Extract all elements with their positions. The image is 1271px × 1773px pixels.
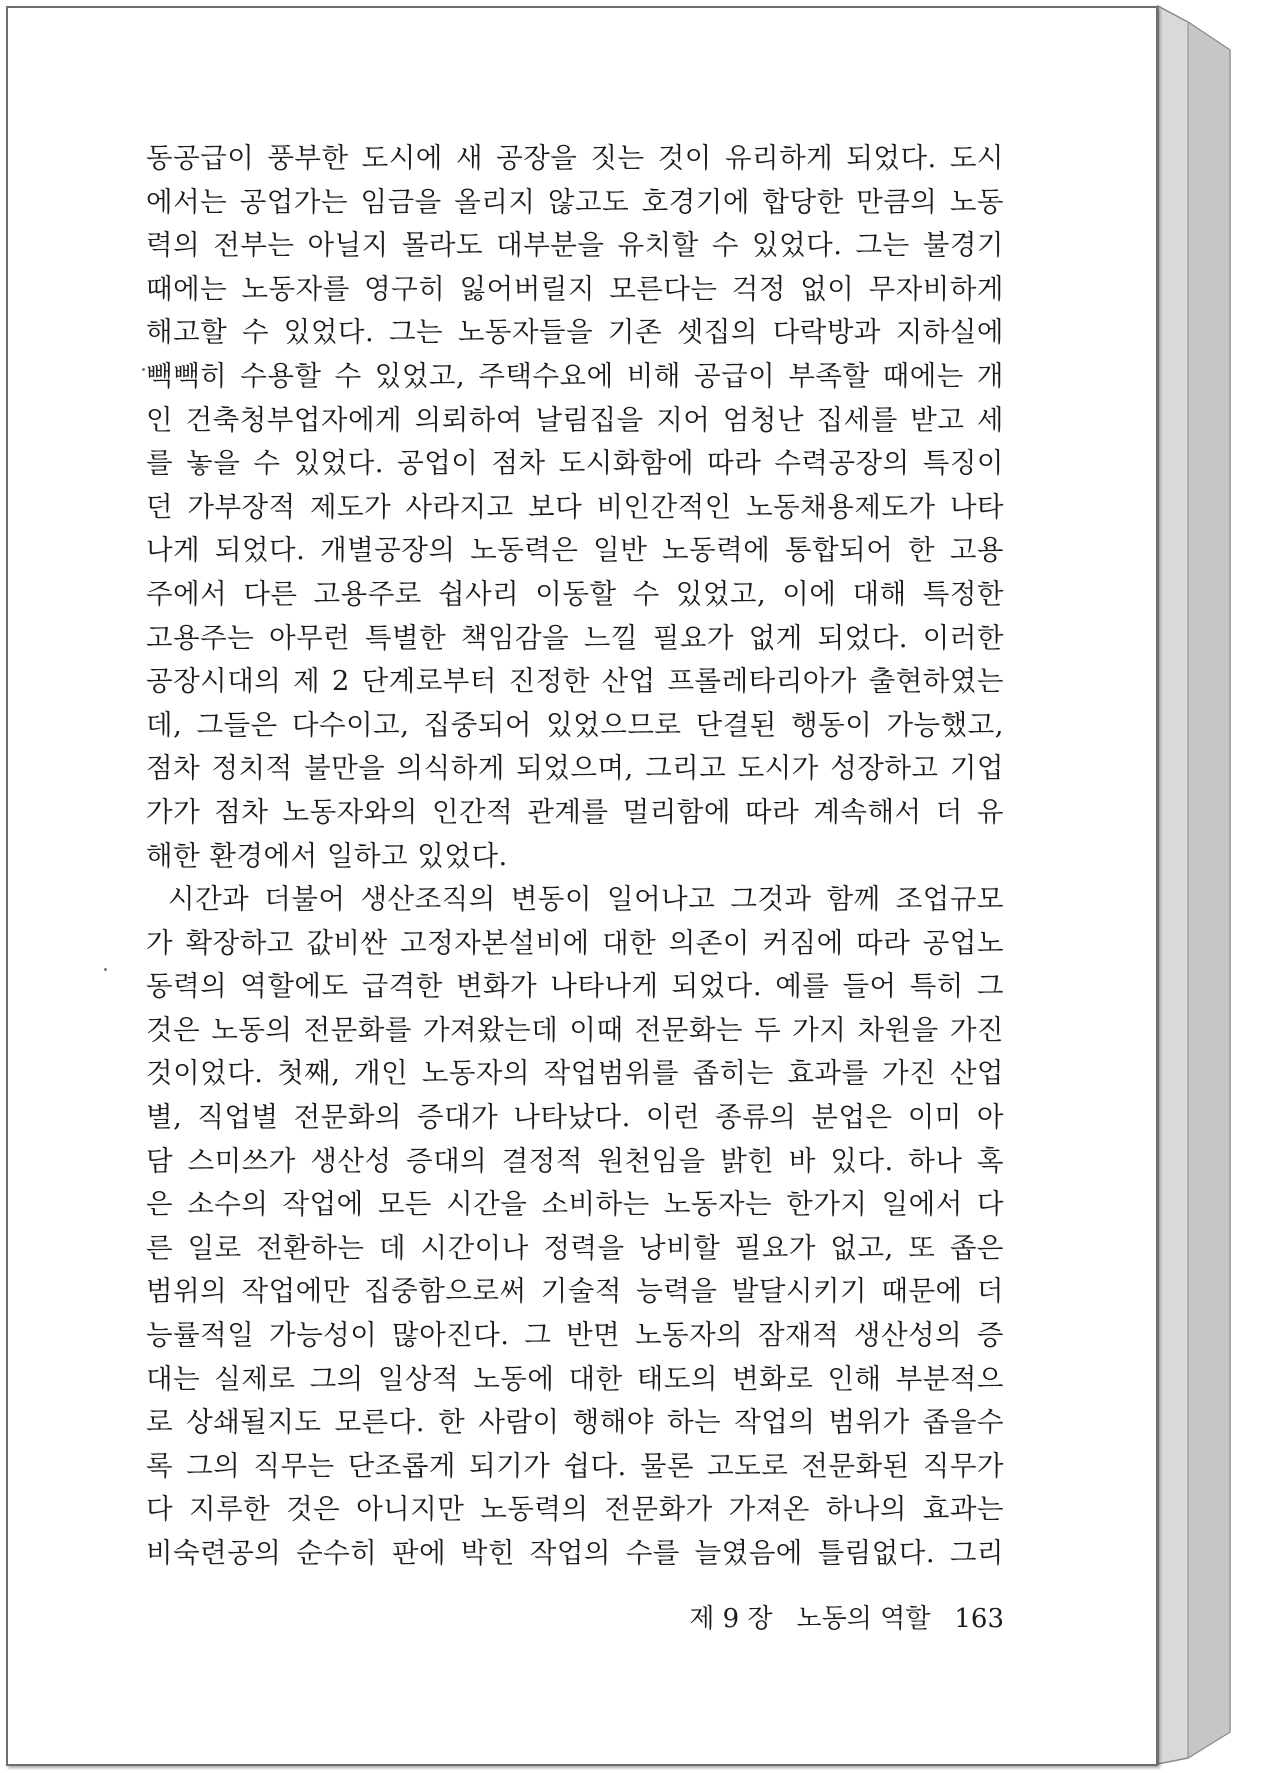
text-line: 데, 그들은 다수이고, 집중되어 있었으므로 단결된 행동이 가능했고, [146,708,1004,741]
scan-speck [104,968,107,971]
scan-speck [142,368,145,371]
text-line: 로 상쇄될지도 모른다. 한 사람이 행해야 하는 작업의 범위가 좁을수 [146,1406,1004,1439]
paragraph-2 [146,878,1004,1576]
text-line: 빽빽히 수용할 수 있었고, 주택수요에 비해 공급이 부족할 때에는 개 [146,359,1004,392]
text-line: 때에는 노동자를 영구히 잃어버릴지 모른다는 걱정 없이 무자비하게 [146,272,1004,305]
text-line: 은 소수의 작업에 모든 시간을 소비하는 노동자는 한가지 일에서 다 [146,1188,1004,1221]
text-line: 력의 전부는 아닐지 몰라도 대부분을 유치할 수 있었다. 그는 불경기 [146,229,1004,262]
text-line: 가 확장하고 값비싼 고정자본설비에 대한 의존이 커짐에 따라 공업노 [146,926,1004,959]
text-line: 점차 정치적 불만을 의식하게 되었으며, 그리고 도시가 성장하고 기업 [146,752,1004,785]
text-line: 주에서 다른 고용주로 쉽사리 이동할 수 있었고, 이에 대해 특정한 [146,577,1004,610]
page-number: 163 [954,1604,1004,1634]
text-line: 대는 실제로 그의 일상적 노동에 대한 태도의 변화로 인해 부분적으 [146,1362,1004,1395]
text-line: 담 스미쓰가 생산성 증대의 결정적 원천임을 밝힌 바 있다. 하나 혹 [146,1144,1004,1177]
text-line: 공장시대의 제 2 단계로부터 진정한 산업 프롤레타리아가 출현하였는 [146,665,1004,698]
text-line: 가가 점차 노동자와의 인간적 관계를 멀리함에 따라 계속해서 더 유 [146,795,1004,828]
page-footer [686,1602,1004,1636]
text-line: 른 일로 전환하는 데 시간이나 정력을 낭비할 필요가 없고, 또 좁은 [146,1231,1004,1264]
text-line: 나게 되었다. 개별공장의 노동력은 일반 노동력에 통합되어 한 고용 [146,534,1004,567]
text-line: 에서는 공업가는 임금을 올리지 않고도 호경기에 합당한 만큼의 노동 [146,185,1004,218]
text-line: 해고할 수 있었다. 그는 노동자들을 기존 셋집의 다락방과 지하실에 [146,316,1004,349]
text-line: 동공급이 풍부한 도시에 새 공장을 짓는 것이 유리하게 되었다. 도시 [146,142,1004,174]
body-text [146,137,1004,1576]
text-line: 해한 환경에서 일하고 있었다. [146,839,508,872]
text-line: 별, 직업별 전문화의 증대가 나타났다. 이런 종류의 분업은 이미 아 [146,1101,1004,1134]
text-line: 것은 노동의 전문화를 가져왔는데 이때 전문화는 두 가지 차원을 가진 [146,1013,1004,1046]
text-line: 던 가부장적 제도가 사라지고 보다 비인간적인 노동채용제도가 나타 [146,490,1004,523]
chapter-label: 제 9 장 [689,1604,773,1634]
paragraph-1 [146,137,1004,878]
text-line: 능률적일 가능성이 많아진다. 그 반면 노동자의 잠재적 생산성의 증 [146,1319,1004,1352]
text-line: 것이었다. 첫째, 개인 노동자의 작업범위를 좁히는 효과를 가진 산업 [146,1057,1004,1090]
text-line: 인 건축청부업자에게 의뢰하여 날림집을 지어 엄청난 집세를 받고 세 [146,403,1004,436]
text-line: 를 놓을 수 있었다. 공업이 점차 도시화함에 따라 수력공장의 특징이 [146,447,1004,480]
text-line: 시간과 더불어 생산조직의 변동이 일어나고 그것과 함께 조업규모 [168,883,1004,916]
text-line: 동력의 역할에도 급격한 변화가 나타나게 되었다. 예를 들어 특히 그 [146,970,1004,1003]
text-line: 록 그의 직무는 단조롭게 되기가 쉽다. 물론 고도로 전문화된 직무가 [146,1449,1004,1482]
chapter-title: 노동의 역할 [796,1604,931,1634]
text-line: 고용주는 아무런 특별한 책임감을 느낄 필요가 없게 되었다. 이러한 [146,621,1004,654]
text-line: 범위의 작업에만 집중함으로써 기술적 능력을 발달시키기 때문에 더 [146,1275,1004,1308]
text-line: 다 지루한 것은 아니지만 노동력의 전문화가 가져온 하나의 효과는 [146,1493,1004,1526]
text-line: 비숙련공의 순수히 판에 박힌 작업의 수를 늘였음에 틀림없다. 그리 [146,1537,1004,1569]
